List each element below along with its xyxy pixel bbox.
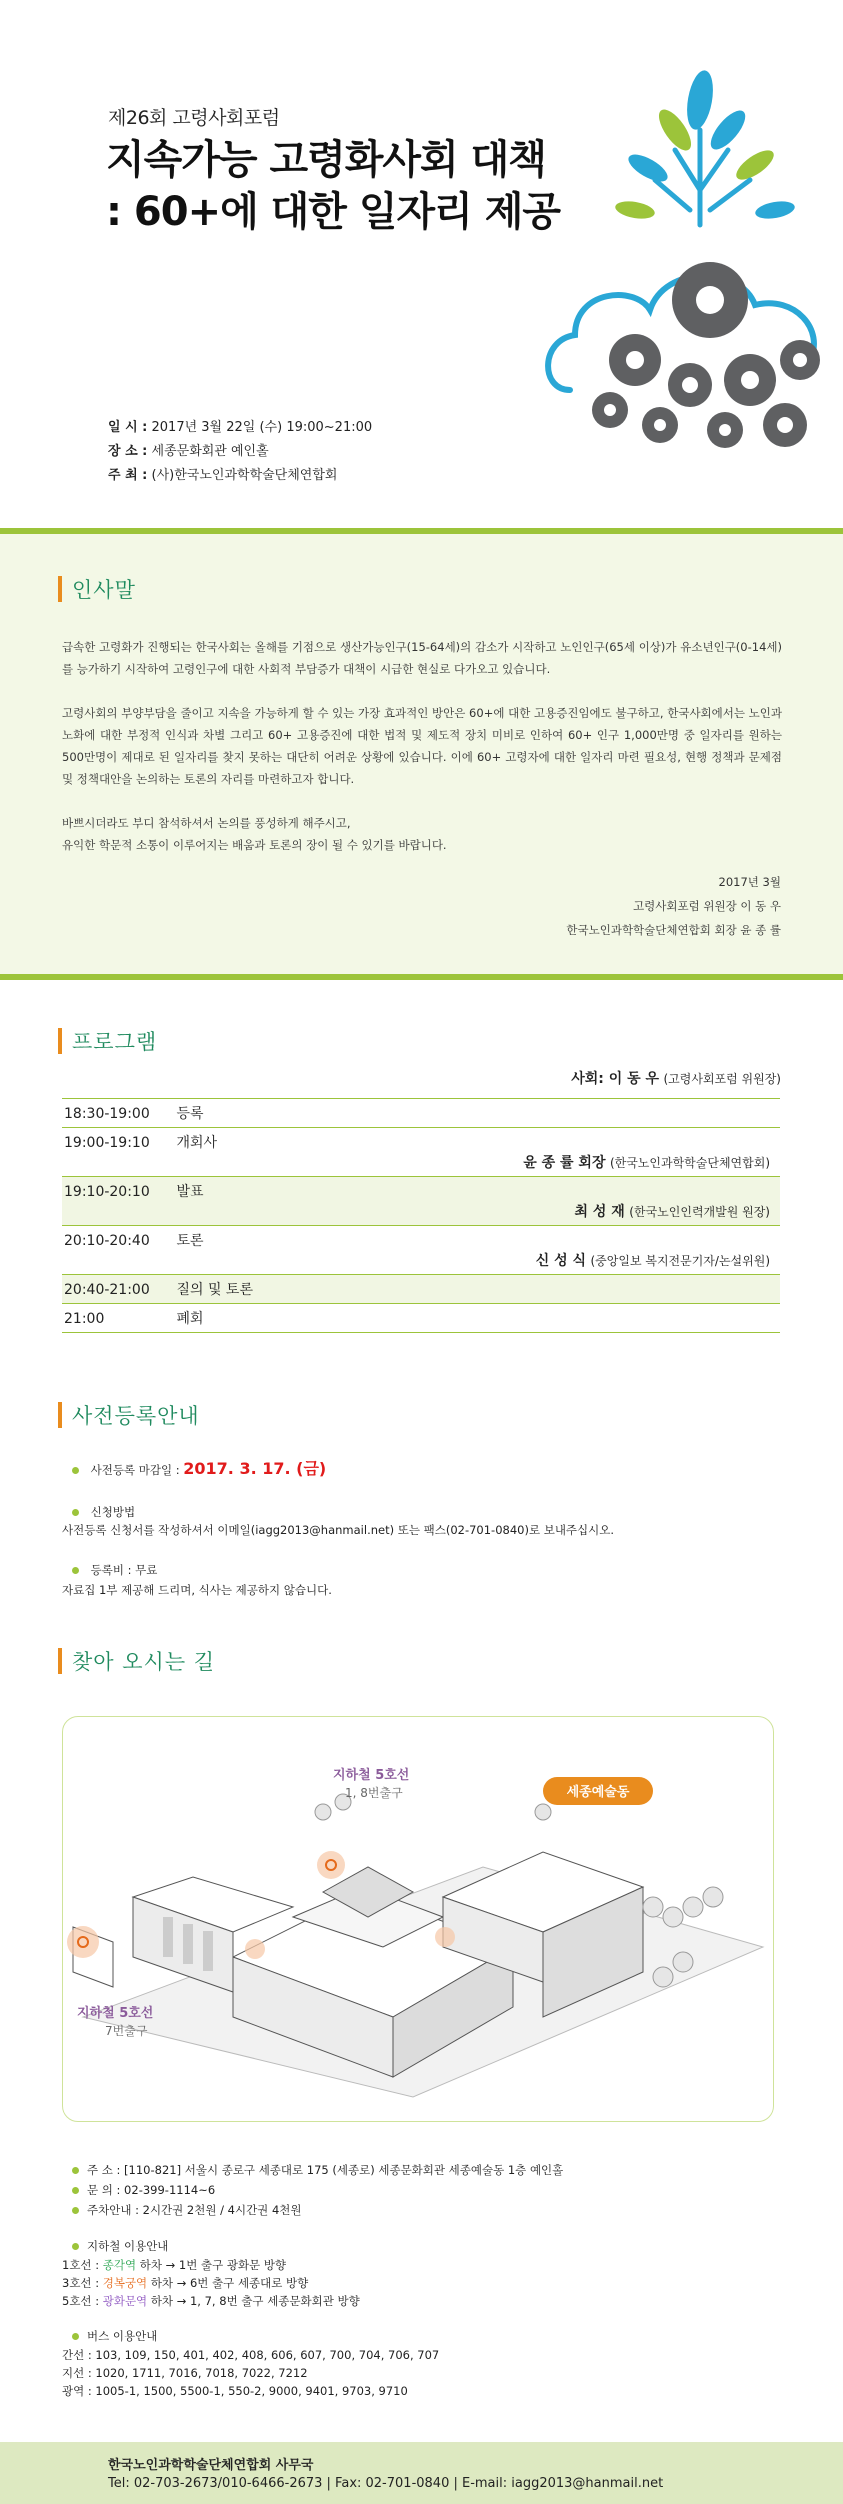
registration-method-text: 사전등록 신청서를 작성하셔서 이메일(iagg2013@hanmail.net) 또는 팩스(02-701-0840)로 보내주십시오. bbox=[62, 1523, 615, 1537]
greeting-paragraph-4: 유익한 학문적 소통이 이루어지는 배움과 토론의 장이 될 수 있기를 바랍니다. bbox=[62, 838, 447, 852]
greeting-divider bbox=[0, 974, 843, 980]
parking-line: 주차안내 : 2시간권 2천원 / 4시간권 4천원 bbox=[72, 2202, 301, 2218]
forum-number: 제26회 고령사회포럼 bbox=[108, 107, 280, 129]
greeting-signature bbox=[566, 870, 781, 942]
registration-method-label: 신청방법 bbox=[72, 1504, 135, 1520]
registration-fee-label: 등록비 : 무료 bbox=[72, 1562, 157, 1578]
marker-halo bbox=[317, 1851, 345, 1879]
bullet-icon bbox=[72, 1509, 79, 1516]
bullet-icon bbox=[72, 2207, 79, 2214]
map-label-subway5b: 지하철 5호선 bbox=[77, 2006, 154, 2021]
bus-wide: 광역 : 1005-1, 1500, 5500-1, 550-2, 9000, 9401, 9703, 9710 bbox=[62, 2384, 408, 2398]
sign-line-2: 한국노인과학학술단체연합회 회장 윤 종 률 bbox=[566, 923, 781, 937]
subway-label: 지하철 이용안내 bbox=[72, 2238, 168, 2254]
address-line: 주 소 : [110-821] 서울시 종로구 세종대로 175 (세종로) 세종문화회관 세종예술동 1층 예인홀 bbox=[72, 2162, 563, 2178]
place-label: 장 소 : bbox=[108, 444, 148, 459]
program-table bbox=[62, 1098, 780, 1333]
directions-heading: 찾아 오시는 길 bbox=[58, 1646, 215, 1676]
sprout-gears-illustration bbox=[540, 60, 830, 520]
sign-line-1: 고령사회포럼 위원장 이 동 우 bbox=[633, 899, 781, 913]
sign-date: 2017년 3월 bbox=[718, 875, 781, 889]
greeting-paragraph-3: 바쁘시더라도 부디 참석하셔서 논의를 풍성하게 해주시고, bbox=[62, 816, 351, 830]
title-line-1: 지속가능 고령화사회 대책 bbox=[106, 137, 546, 183]
info-date bbox=[108, 416, 372, 435]
map-label-exit7: 7번출구 bbox=[105, 2024, 148, 2038]
program-row: 20:40-21:00 질의 및 토론 bbox=[62, 1274, 780, 1303]
marker-halo bbox=[435, 1927, 455, 1947]
location-map bbox=[62, 1716, 774, 2122]
bullet-icon bbox=[72, 2333, 79, 2340]
program-row: 19:10-20:10 발표 최 성 재 (한국노인인력개발원 원장) bbox=[62, 1176, 780, 1225]
program-row: 21:00 폐회 bbox=[62, 1303, 780, 1333]
program-row: 19:00-19:10 개회사 윤 종 률 회장 (한국노인과학학술단체연합회) bbox=[62, 1127, 780, 1176]
greeting-paragraph-1: 급속한 고령화가 진행되는 한국사회는 올해를 기점으로 생산가능인구(15-64세)의 감소가 시작하고 노인인구(65세 이상)가 유소년인구(0-14세)를 능가하기 시작하여 고령인구에 대한 사회적 부담증가 대책이 시급한 현실로 다가오고 있습니다. bbox=[62, 640, 782, 676]
program-row: 18:30-19:00 등록 bbox=[62, 1098, 780, 1127]
program-moderator bbox=[571, 1068, 781, 1088]
leaves-icon bbox=[614, 68, 796, 225]
deadline-date: 2017. 3. 17. (금) bbox=[183, 1459, 327, 1478]
bullet-icon bbox=[72, 1567, 79, 1574]
registration-heading: 사전등록안내 bbox=[58, 1400, 200, 1430]
footer-org: 한국노인과학학술단체연합회 사무국 bbox=[108, 2458, 314, 2473]
date-value: 2017년 3월 22일 (수) 19:00~21:00 bbox=[151, 420, 373, 435]
bus-label: 버스 이용안내 bbox=[72, 2328, 157, 2344]
host-label: 주 최 : bbox=[108, 468, 148, 483]
map-label-exit18: 1, 8번출구 bbox=[345, 1786, 403, 1800]
bus-trunk: 간선 : 103, 109, 150, 401, 402, 408, 606, 607, 700, 704, 706, 707 bbox=[62, 2348, 440, 2362]
marker-halo bbox=[67, 1926, 99, 1958]
phone-line: 문 의 : 02-399-1114~6 bbox=[72, 2182, 215, 2198]
greeting-heading: 인사말 bbox=[58, 574, 136, 604]
registration-deadline: 사전등록 마감일 : 2017. 3. 17. (금) bbox=[72, 1456, 326, 1479]
bus-branch: 지선 : 1020, 1711, 7016, 7018, 7022, 7212 bbox=[62, 2366, 308, 2380]
header bbox=[0, 0, 843, 528]
title-line-2: : 60+에 대한 일자리 제공 bbox=[106, 189, 560, 235]
subway-line-1: 1호선 : 종각역 하차 → 1번 출구 광화문 방향 bbox=[62, 2258, 287, 2272]
subway-line-5: 5호선 : 광화문역 하차 → 1, 7, 8번 출구 세종문화회관 방향 bbox=[62, 2294, 360, 2308]
moderator-role: (고령사회포럼 위원장) bbox=[663, 1072, 781, 1086]
bullet-icon bbox=[72, 2187, 79, 2194]
gears-icon bbox=[592, 262, 820, 448]
bullet-icon bbox=[72, 2167, 79, 2174]
moderator-name: 사회: 이 동 우 bbox=[571, 1071, 660, 1087]
bullet-icon bbox=[72, 1467, 79, 1474]
program-row: 20:10-20:40 토론 신 성 식 (중앙일보 복지전문기자/논설위원) bbox=[62, 1225, 780, 1274]
greeting-section bbox=[0, 534, 843, 974]
info-place bbox=[108, 440, 269, 459]
date-label: 일 시 : bbox=[108, 420, 148, 435]
registration-fee-text: 자료집 1부 제공해 드리며, 식사는 제공하지 않습니다. bbox=[62, 1583, 332, 1597]
map-label-sejong: 세종예술동 bbox=[566, 1785, 630, 1800]
greeting-paragraph-2: 고령사회의 부양부담을 줄이고 지속을 가능하게 할 수 있는 가장 효과적인 방안은 60+에 대한 고용증진임에도 불구하고, 한국사회에서는 노인과 노화에 대한 부정적 인식과 차별 그리고 60+ 고용증진에 대한 법적 및 제도적 장치 미비로 인하여 60+ 인구 1,000만명 중 일자리를 원하는 500만명이 제대로 된 일자리를 찾지 못하는 대단히 어려운 상황에 있습니다. 이에 60+ 고령자에 대한 일자리 마련 필요성, 현행 정책과 문제점 및 정책대안을 논의하는 토론의 자리를 마련하고자 합니다. bbox=[62, 706, 782, 786]
info-host bbox=[108, 464, 337, 483]
host-value: (사)한국노인과학학술단체연합회 bbox=[151, 468, 338, 483]
bullet-icon bbox=[72, 2243, 79, 2250]
building-map-illustration bbox=[63, 1717, 774, 2122]
map-label-subway5: 지하철 5호선 bbox=[333, 1768, 410, 1783]
footer-contact: Tel: 02-703-2673/010-6466-2673 | Fax: 02-701-0840 | E-mail: iagg2013@hanmail.net bbox=[108, 2476, 664, 2491]
subway-line-3: 3호선 : 경복궁역 하차 → 6번 출구 세종대로 방향 bbox=[62, 2276, 309, 2290]
program-heading: 프로그램 bbox=[58, 1026, 157, 1056]
place-value: 세종문화회관 예인홀 bbox=[151, 444, 269, 459]
marker-halo bbox=[245, 1939, 265, 1959]
footer bbox=[0, 2442, 843, 2504]
